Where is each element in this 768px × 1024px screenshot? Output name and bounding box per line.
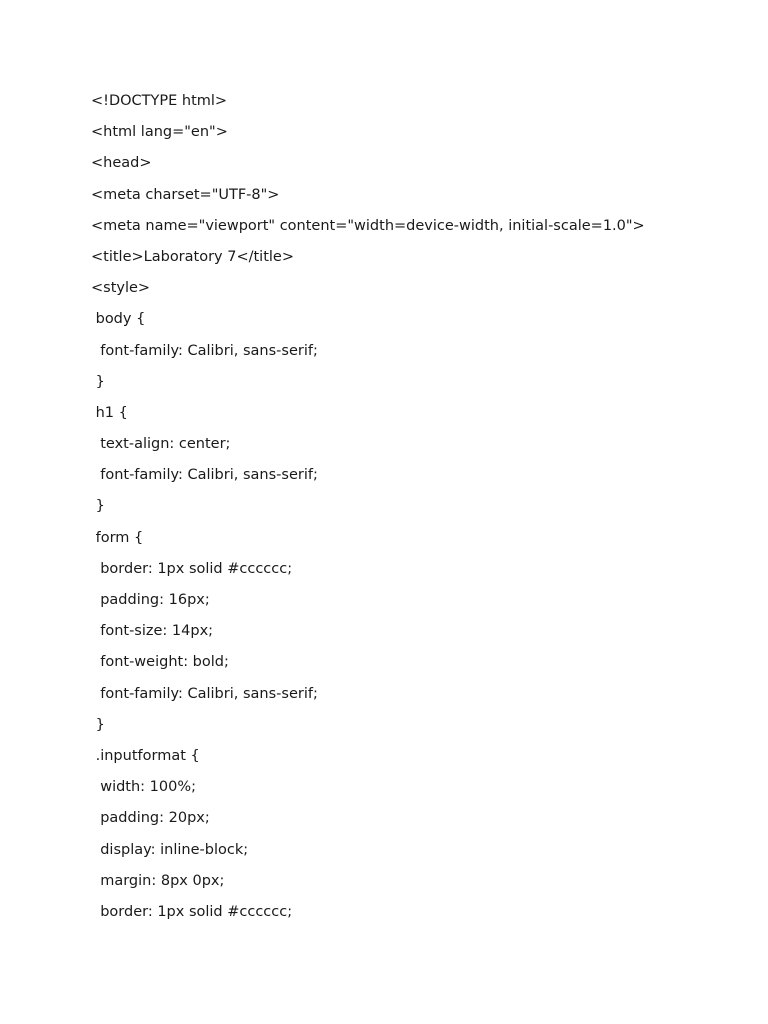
code-line: border: 1px solid #cccccc; bbox=[91, 560, 293, 577]
code-line: <!DOCTYPE html> bbox=[91, 93, 228, 109]
code-line: <head> bbox=[91, 155, 152, 172]
code-line: font-family: Calibri, sans-serif; bbox=[91, 467, 318, 484]
code-line: text-align: center; bbox=[91, 436, 231, 453]
code-line: } bbox=[91, 716, 105, 733]
code-line: display: inline-block; bbox=[91, 841, 249, 858]
code-line: <meta name="viewport" content="width=device-width, initial-scale=1.0"> bbox=[91, 217, 645, 234]
code-text-block bbox=[91, 91, 751, 933]
code-line: } bbox=[91, 373, 105, 390]
code-line: margin: 8px 0px; bbox=[91, 872, 225, 889]
code-line: } bbox=[91, 498, 105, 515]
code-line: <style> bbox=[91, 280, 151, 297]
code-line: <title>Laboratory 7</title> bbox=[91, 248, 294, 265]
code-line: font-size: 14px; bbox=[91, 623, 214, 640]
code-line: <html lang="en"> bbox=[91, 124, 228, 141]
code-line: font-family: Calibri, sans-serif; bbox=[91, 342, 318, 359]
code-line: font-family: Calibri, sans-serif; bbox=[91, 685, 318, 702]
code-line: body { bbox=[91, 311, 146, 328]
code-line: font-weight: bold; bbox=[91, 654, 229, 671]
code-line: width: 100%; bbox=[91, 779, 197, 796]
code-line: padding: 16px; bbox=[91, 592, 210, 608]
code-line: form { bbox=[91, 529, 144, 546]
code-line: .inputformat { bbox=[91, 747, 200, 764]
code-line: h1 { bbox=[91, 404, 128, 421]
code-line: <meta charset="UTF-8"> bbox=[91, 186, 280, 203]
code-line: padding: 20px; bbox=[91, 810, 210, 827]
code-line: border: 1px solid #cccccc; bbox=[91, 903, 293, 920]
